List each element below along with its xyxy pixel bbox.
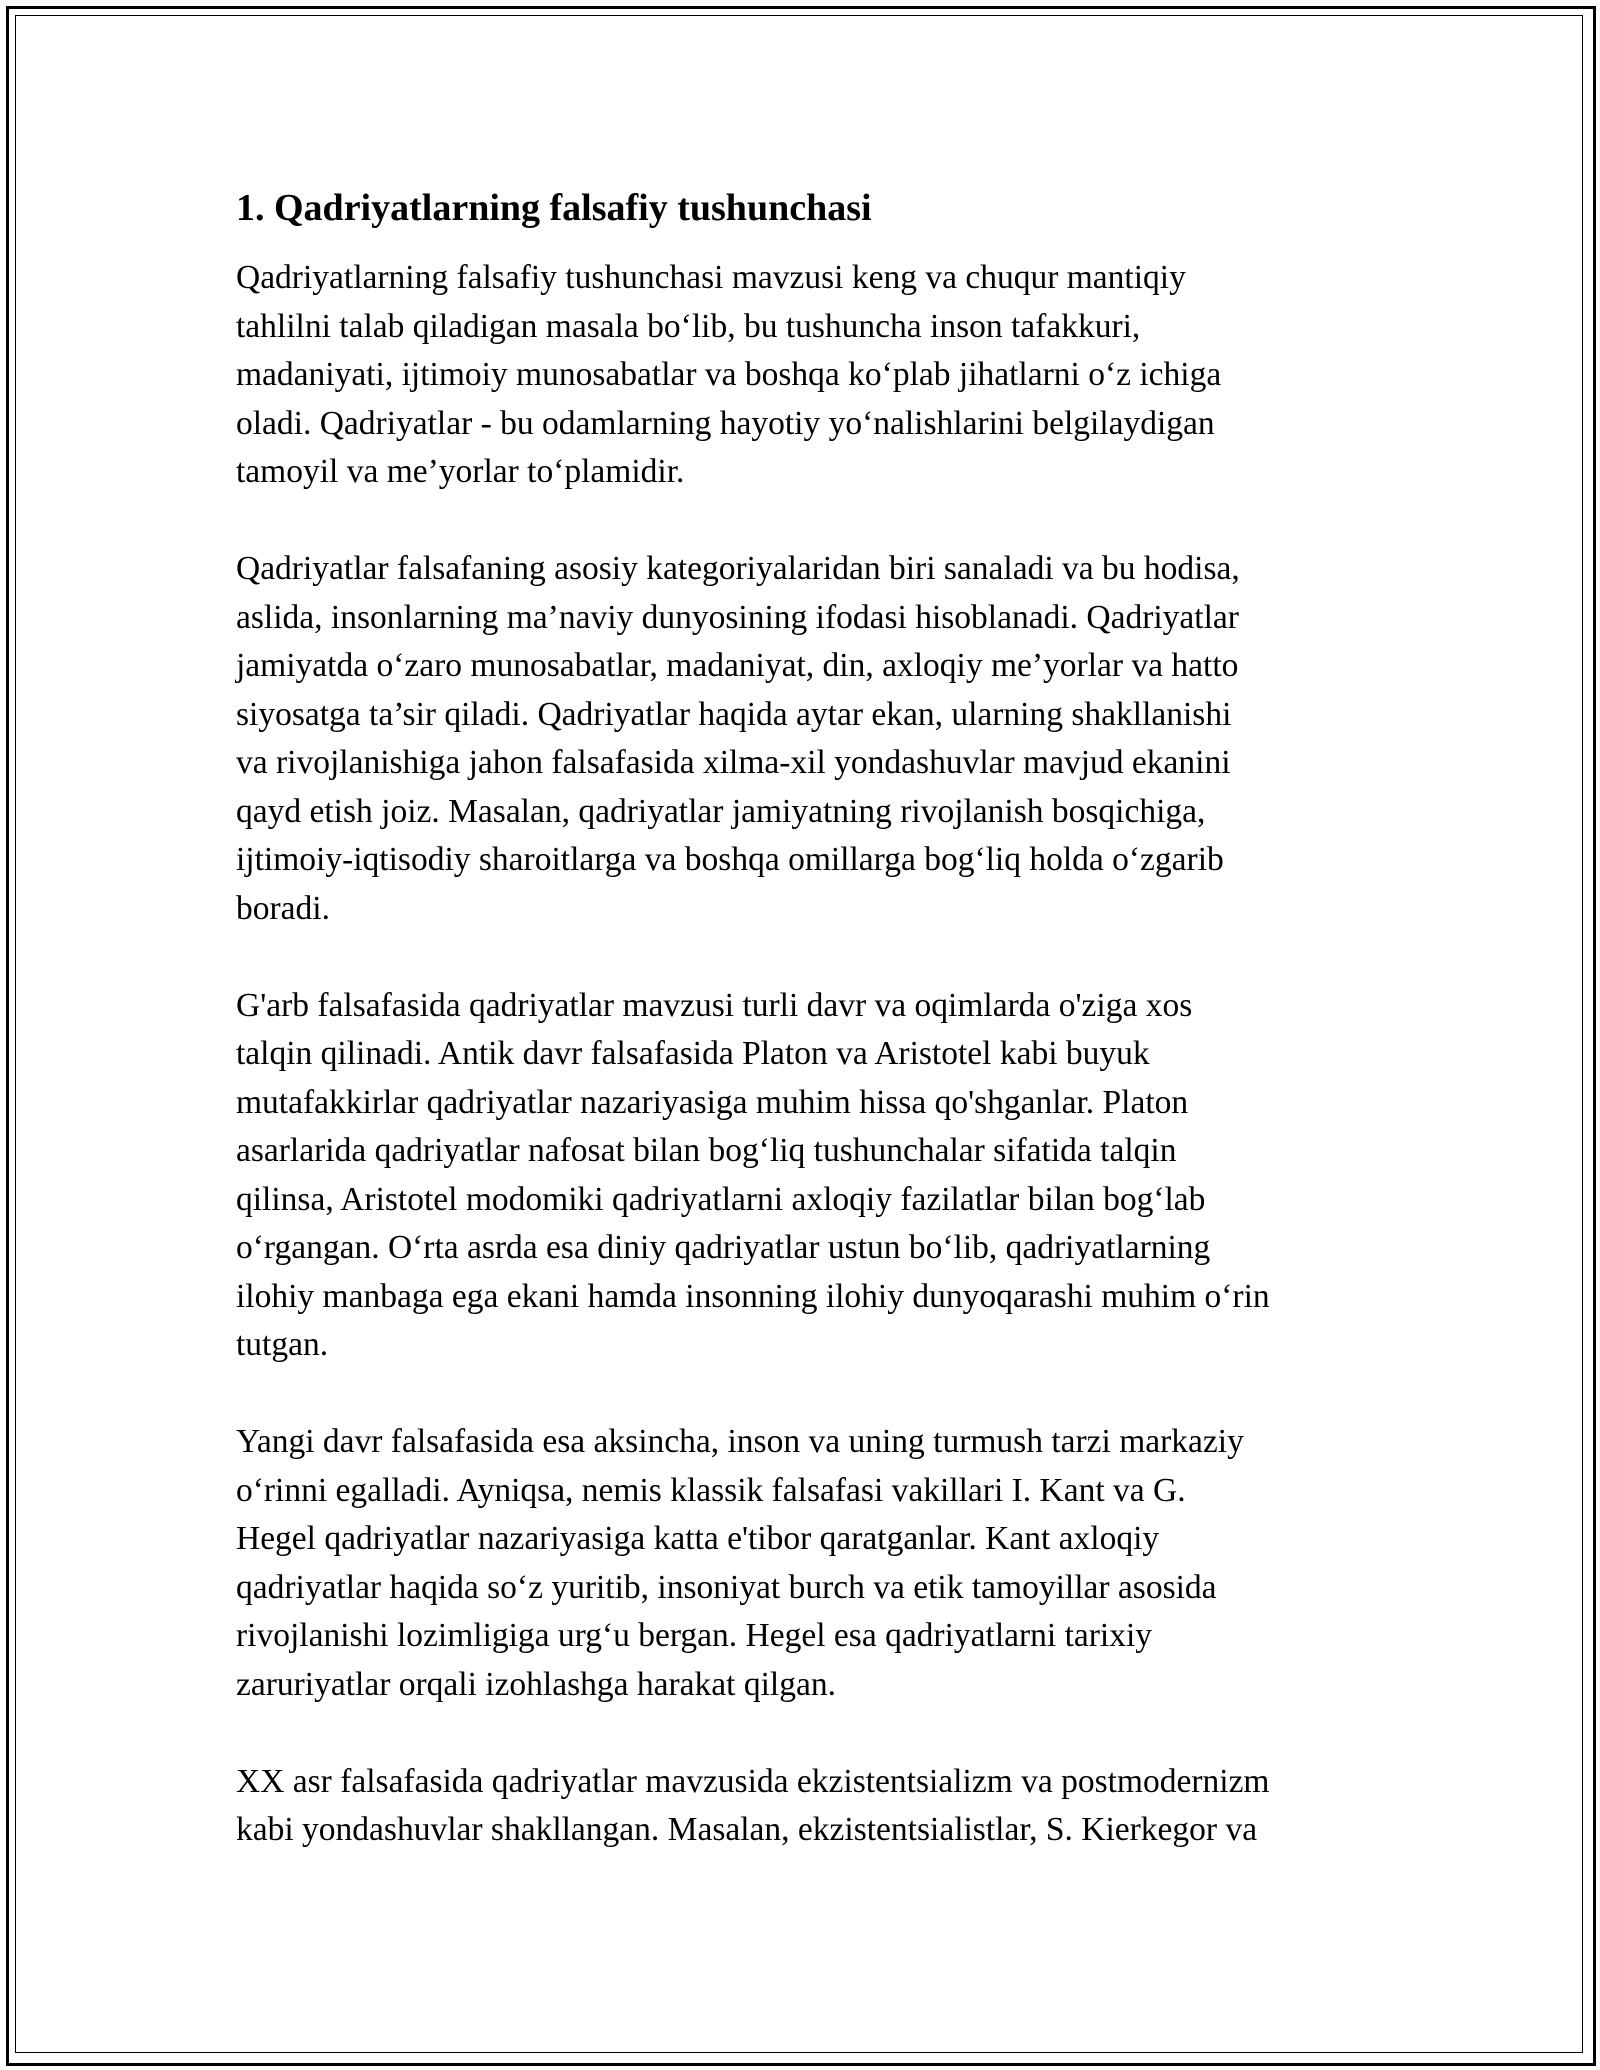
text-line: va rivojlanishiga jahon falsafasida xilma-xil yondashuvlar mavjud ekanini	[236, 744, 1231, 781]
text-line: ilohiy manbaga ega ekani hamda insonning ilohiy dunyoqarashi muhim o‘rin	[236, 1277, 1270, 1315]
document-body	[236, 184, 1386, 1903]
text-line: o‘rinni egalladi. Ayniqsa, nemis klassik falsafasi vakillari I. Kant va G.	[236, 1471, 1186, 1509]
text-line: tutgan.	[236, 1326, 329, 1363]
body-paragraph	[236, 545, 1386, 933]
body-paragraph	[236, 982, 1386, 1370]
text-line: asarlarida qadriyatlar nafosat bilan bog‘liq tushunchalar sifatida talqin	[236, 1132, 1177, 1169]
text-line: jamiyatda o‘zaro munosabatlar, madaniyat, din, axloqiy me’yorlar va hatto	[236, 647, 1239, 684]
text-line: mutafakkirlar qadriyatlar nazariyasiga muhim hissa qo'shganlar. Platon	[236, 1083, 1189, 1121]
text-line: talqin qilinadi. Antik davr falsafasida Platon va Aristotel kabi buyuk	[236, 1035, 1150, 1072]
text-line: o‘rgangan. O‘rta asrda esa diniy qadriyatlar ustun bo‘lib, qadriyatlarning	[236, 1229, 1211, 1266]
text-line: oladi. Qadriyatlar - bu odamlarning hayotiy yo‘nalishlarini belgilaydigan	[236, 404, 1215, 442]
text-line: tamoyil va me’yorlar to‘plamidir.	[236, 453, 685, 490]
text-line: Qadriyatlarning falsafiy tushunchasi mavzusi keng va chuqur mantiqiy	[236, 259, 1186, 296]
text-line: siyosatga ta’sir qiladi. Qadriyatlar haqida aytar ekan, ularning shakllanishi	[236, 695, 1232, 733]
text-line: Yangi davr falsafasida esa aksincha, inson va uning turmush tarzi markaziy	[236, 1423, 1244, 1460]
text-line: ijtimoiy-iqtisodiy sharoitlarga va boshqa omillarga bog‘liq holda o‘zgarib	[236, 841, 1224, 878]
text-line: qadriyatlar haqida so‘z yuritib, insoniyat burch va etik tamoyillar asosida	[236, 1568, 1217, 1606]
text-line: qilinsa, Aristotel modomiki qadriyatlarni axloqiy fazilatlar bilan bog‘lab	[236, 1180, 1206, 1218]
text-line: madaniyati, ijtimoiy munosabatlar va boshqa ko‘plab jihatlarni o‘z ichiga	[236, 356, 1222, 393]
body-paragraph	[236, 254, 1386, 497]
body-paragraph	[236, 1758, 1386, 1855]
text-line: G'arb falsafasida qadriyatlar mavzusi turli davr va oqimlarda o'ziga xos	[236, 986, 1193, 1024]
text-line: XX asr falsafasida qadriyatlar mavzusida ekzistentsializm va postmodernizm	[236, 1762, 1270, 1800]
text-line: Hegel qadriyatlar nazariyasiga katta e'tibor qaratganlar. Kant axloqiy	[236, 1520, 1160, 1557]
section-heading: 1. Qadriyatlarning falsafiy tushunchasi	[236, 187, 872, 229]
paragraph-container	[236, 254, 1386, 1855]
text-line: aslida, insonlarning ma’naviy dunyosining ifodasi hisoblanadi. Qadriyatlar	[236, 598, 1239, 636]
text-line: kabi yondashuvlar shakllangan. Masalan, ekzistentsialistlar, S. Kierkegor va	[236, 1811, 1258, 1848]
text-line: Qadriyatlar falsafaning asosiy kategoriyalaridan biri sanaladi va bu hodisa,	[236, 550, 1240, 587]
text-line: tahlilni talab qiladigan masala bo‘lib, bu tushuncha inson tafakkuri,	[236, 307, 1141, 345]
text-line: zaruriyatlar orqali izohlashga harakat qilgan.	[236, 1665, 836, 1703]
text-line: rivojlanishi lozimligiga urg‘u bergan. Hegel esa qadriyatlarni tarixiy	[236, 1617, 1153, 1654]
text-line: qayd etish joiz. Masalan, qadriyatlar jamiyatning rivojlanish bosqichiga,	[236, 792, 1206, 830]
text-line: boradi.	[236, 889, 330, 927]
body-paragraph	[236, 1418, 1386, 1709]
